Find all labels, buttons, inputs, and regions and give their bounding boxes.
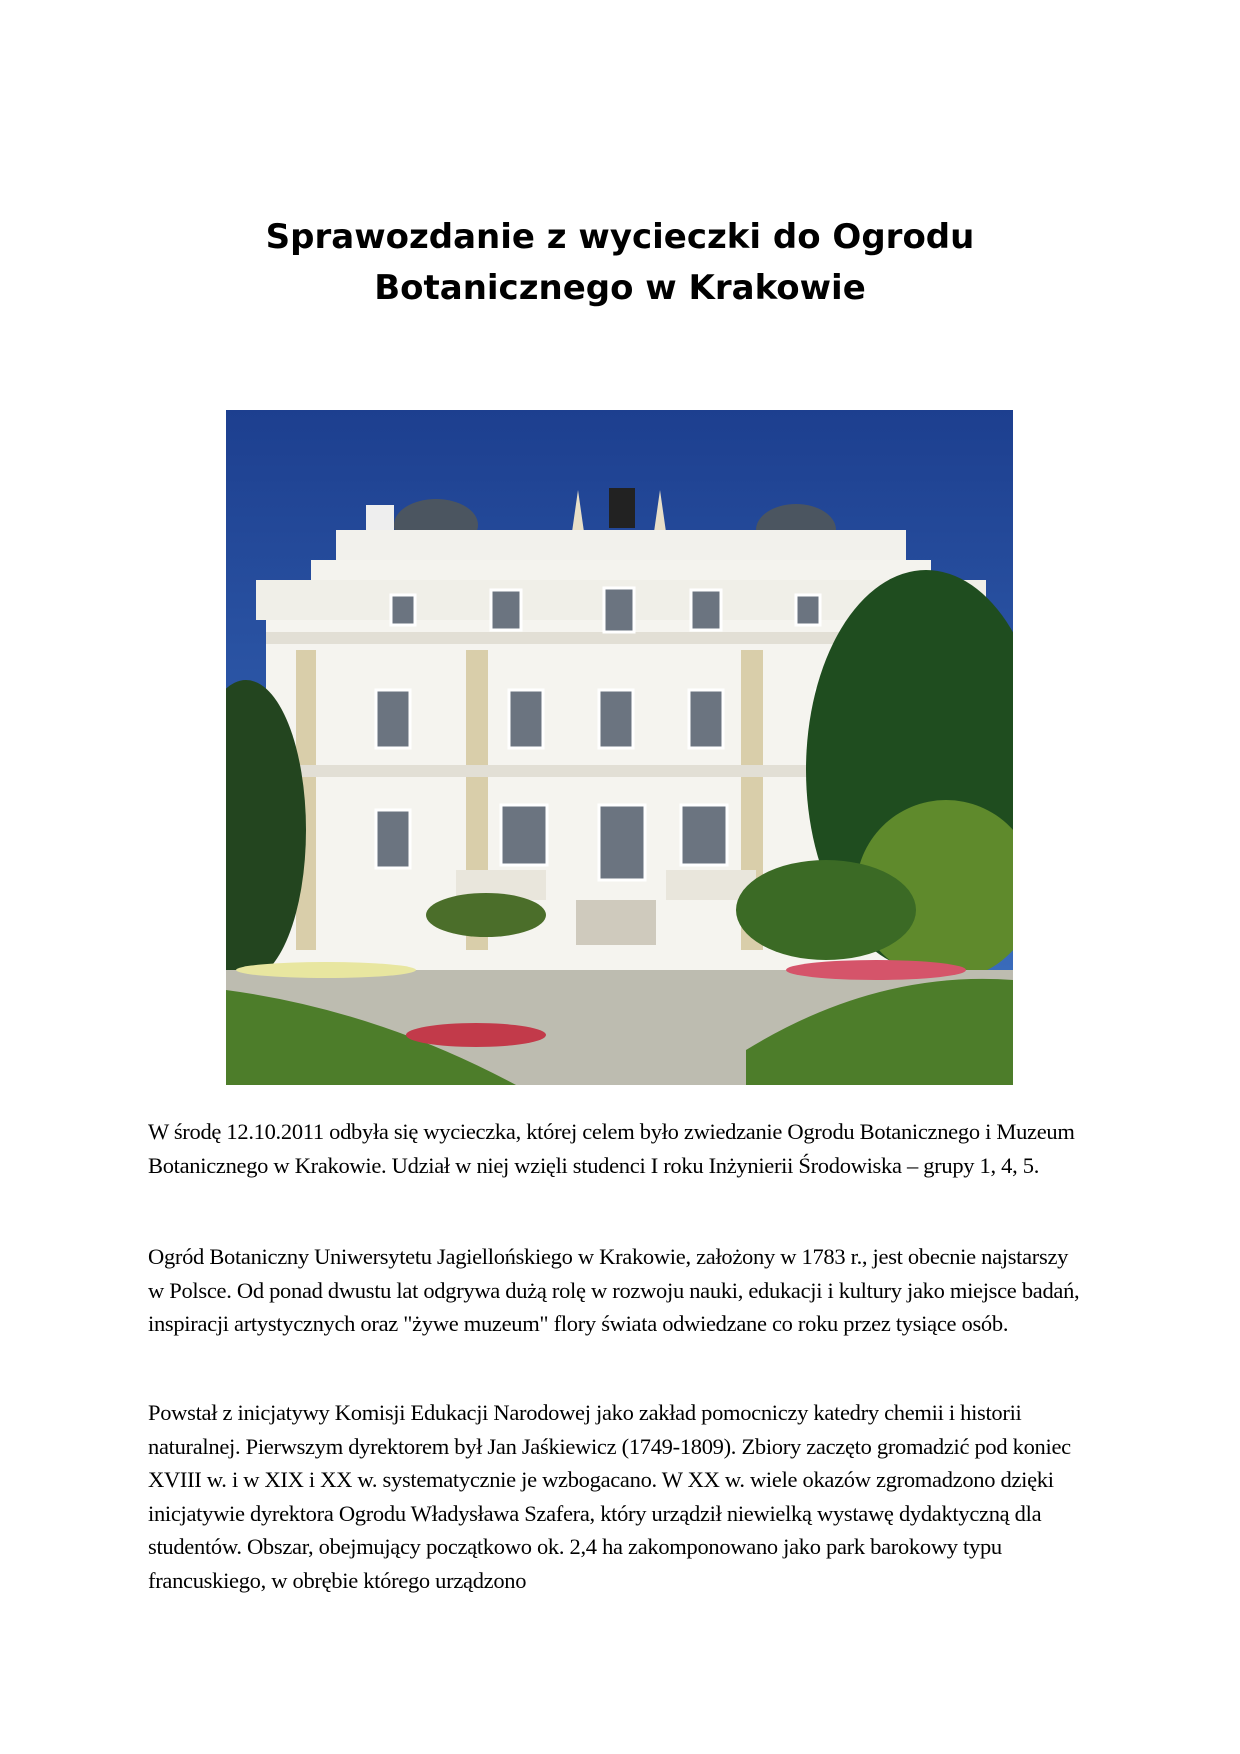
paragraph-text: W środę 12.10.2011 odbyła się wycieczka, której celem było zwiedzanie Ogrodu Botanicznego i Muzeum Botanicznego w Krakowie. Udział w niej wzięli studenci I roku Inżynierii Środowiska – grupy 1, 4, 5.	[148, 1119, 1075, 1178]
title-line-1: Sprawozdanie z wycieczki do Ogrodu	[265, 217, 975, 257]
building-photo	[226, 410, 1013, 1085]
paragraph-1	[148, 1115, 1088, 1182]
paragraph-3	[148, 1396, 1088, 1598]
paragraph-text: Powstał z inicjatywy Komisji Edukacji Narodowej jako zakład pomocniczy katedry chemii i historii naturalnej. Pierwszym dyrektorem był Jan Jaśkiewicz (1749-1809). Zbiory zaczęto gromadzić pod koniec XVIII w. i w XIX i XX w. systematycznie je wzbogacano. W XX w. wiele okazów zgromadzono dzięki inicjatywie dyrektora Ogrodu Władysława Szafera, który urządził niewielką wystawę dydaktyczną dla studentów. Obszar, obejmujący początkowo ok. 2,4 ha zakomponowano jako park barokowy typu francuskiego, w obrębie którego urządzono	[148, 1400, 1071, 1593]
document-title	[0, 212, 1240, 314]
title-line-2: Botanicznego w Krakowie	[374, 268, 866, 308]
paragraph-text: Ogród Botaniczny Uniwersytetu Jagiellońskiego w Krakowie, założony w 1783 r., jest obecnie najstarszy w Polsce. Od ponad dwustu lat odgrywa dużą rolę w rozwoju nauki, edukacji i kultury jako miejsce badań, inspiracji artystycznych oraz "żywe muzeum" flory świata odwiedzane co roku przez tysiące osób.	[148, 1244, 1080, 1337]
paragraph-2	[148, 1240, 1088, 1341]
